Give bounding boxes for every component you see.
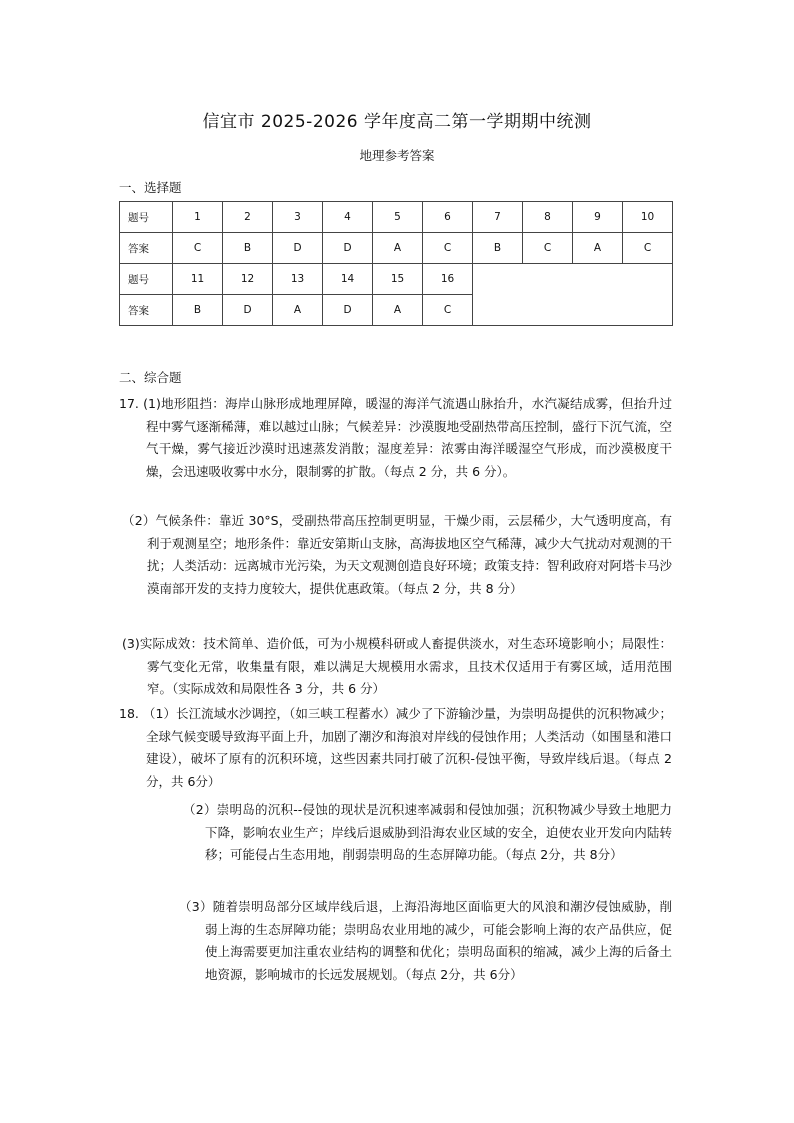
row-label-question: 题号 xyxy=(120,264,173,295)
row-label-answer: 答案 xyxy=(120,295,173,326)
answer-18-part-3: （3）随着崇明岛部分区域岸线后退，上海沿海地区面临更大的风浪和潮汐侵蚀威胁，削弱上海的生态屏障功能；崇明岛农业用地的减少，可能会影响上海的农产品供应，促使上海需要更加注重农业结构的调整和优化；崇明岛面积的缩减，减少上海的后备土地资源，影响城市的长远发展规划。（每点 2分，共 6分） xyxy=(179,899,672,982)
answer-value: D xyxy=(323,295,373,326)
answer-value: C xyxy=(423,295,473,326)
question-number: 1 xyxy=(173,202,223,233)
answer-value: C xyxy=(423,233,473,264)
answer-17-part-3: (3)实际成效：技术简单、造价低，可为小规模科研或人畜提供淡水，对生态环境影响小；局限性：雾气变化无常，收集量有限，难以满足大规模用水需求，且技术仅适用于有雾区域，适用范围窄。（实际成效和局限性各 3 分，共 6 分） xyxy=(122,636,672,696)
question-number: 5 xyxy=(373,202,423,233)
answer-value: C xyxy=(623,233,673,264)
question-number: 3 xyxy=(273,202,323,233)
answer-value: D xyxy=(323,233,373,264)
empty-cell xyxy=(473,264,673,326)
question-number: 2 xyxy=(223,202,273,233)
answer-18-part-2: （2）崇明岛的沉积--侵蚀的现状是沉积速率减弱和侵蚀加强；沉积物减少导致土地肥力下降，影响农业生产；岸线后退威胁到沿海农业区域的安全，迫使农业开发向内陆转移；可能侵占生态用地，削弱崇明岛的生态屏障功能。（每点 2分，共 8分） xyxy=(183,802,672,862)
row-label-question: 题号 xyxy=(120,202,173,233)
question-number: 8 xyxy=(523,202,573,233)
answer-value: A xyxy=(373,295,423,326)
answer-17-part-1: 17. (1)地形阻挡：海岸山脉形成地理屏障，暖湿的海洋气流遇山脉抬升，水汽凝结成雾，但抬升过程中雾气逐渐稀薄，难以越过山脉；气候差异：沙漠腹地受副热带高压控制，盛行下沉气流，空气干燥，雾气接近沙漠时迅速蒸发消散；湿度差异：浓雾由海洋暖湿空气形成，而沙漠极度干燥，会迅速吸收雾中水分，限制雾的扩散。（每点 2 分，共 6 分）。 xyxy=(119,396,672,479)
section-heading-choice: 一、选择题 xyxy=(119,180,182,195)
question-number: 16 xyxy=(423,264,473,295)
answer-value: B xyxy=(223,233,273,264)
section-heading-comprehensive: 二、综合题 xyxy=(119,370,182,385)
table-row-answer-1 xyxy=(120,233,673,264)
answer-value: B xyxy=(173,295,223,326)
question-number: 6 xyxy=(423,202,473,233)
page-title: 信宜市 2025-2026 学年度高二第一学期期中统测 xyxy=(202,112,592,132)
answer-value: C xyxy=(523,233,573,264)
question-number: 11 xyxy=(173,264,223,295)
answer-value: A xyxy=(373,233,423,264)
question-number: 9 xyxy=(573,202,623,233)
question-number: 7 xyxy=(473,202,523,233)
question-number: 12 xyxy=(223,264,273,295)
page-subtitle: 地理参考答案 xyxy=(359,148,435,163)
row-label-answer: 答案 xyxy=(120,233,173,264)
answer-value: D xyxy=(273,233,323,264)
question-number: 14 xyxy=(323,264,373,295)
answer-18-part-1: 18. （1）长江流域水沙调控，（如三峡工程蓄水）减少了下游输沙量，为崇明岛提供的沉积物减少；全球气候变暖导致海平面上升，加剧了潮汐和海浪对岸线的侵蚀作用；人类活动（如围垦和港口建设），破坏了原有的沉积环境，这些因素共同打破了沉积-侵蚀平衡，导致岸线后退。（每点 2分，共 6分） xyxy=(119,706,672,789)
question-number: 15 xyxy=(373,264,423,295)
question-number: 10 xyxy=(623,202,673,233)
table-row-question-2 xyxy=(120,264,673,295)
answer-value: A xyxy=(273,295,323,326)
question-number: 4 xyxy=(323,202,373,233)
table-row-question-1 xyxy=(120,202,673,233)
answer-value: C xyxy=(173,233,223,264)
answer-value: D xyxy=(223,295,273,326)
answer-value: A xyxy=(573,233,623,264)
answer-value: B xyxy=(473,233,523,264)
answer-table xyxy=(119,201,673,326)
answer-17-part-2: （2）气候条件：靠近 30°S，受副热带高压控制更明显，干燥少雨，云层稀少，大气透明度高，有利于观测星空；地形条件：靠近安第斯山支脉，高海拔地区空气稀薄，减少大气扰动对观测的干扰；人类活动：远离城市光污染，为天文观测创造良好环境；政策支持：智利政府对阿塔卡马沙漠南部开发的支持力度较大，提供优惠政策。（每点 2 分，共 8 分） xyxy=(122,513,673,596)
question-number: 13 xyxy=(273,264,323,295)
